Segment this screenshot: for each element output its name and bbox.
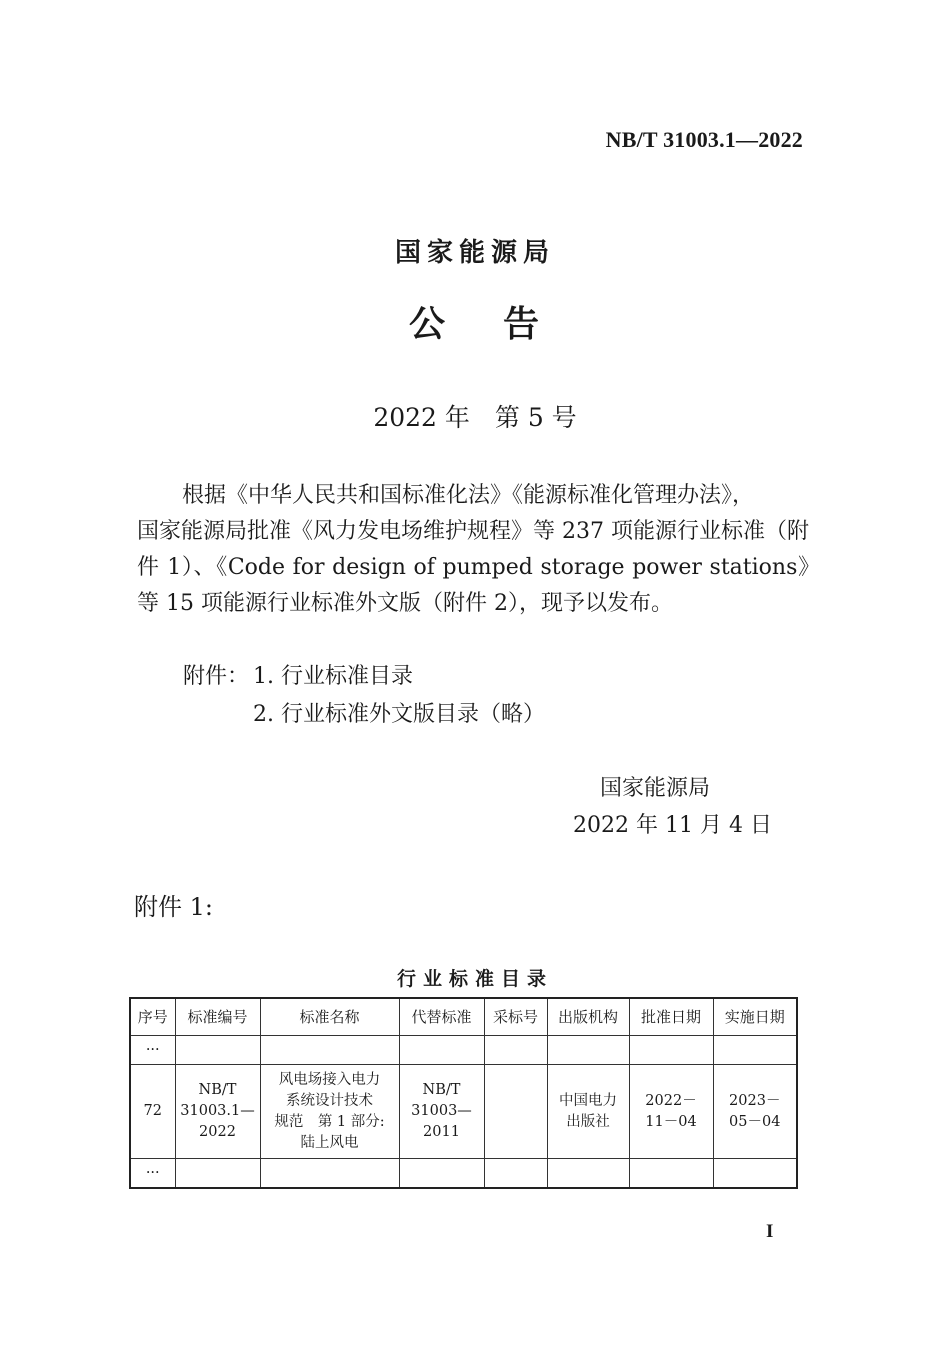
cell-adopted xyxy=(484,1065,547,1159)
cell-effective: 2023－ 05－04 xyxy=(713,1065,797,1159)
col-header-name: 标准名称 xyxy=(260,998,399,1036)
signature-date: 2022 年 11 月 4 日 xyxy=(573,813,772,838)
cell-seq: 72 xyxy=(130,1065,175,1159)
cell-publisher: 中国电力 出版社 xyxy=(547,1065,629,1159)
title-char-1: 公 xyxy=(408,304,447,345)
body-paragraph-line1: 根据《中华人民共和国标准化法》《能源标准化管理办法》， xyxy=(182,483,755,508)
col-header-approval: 批准日期 xyxy=(629,998,713,1036)
notice-body xyxy=(137,478,809,622)
attachments-list xyxy=(183,658,545,734)
table-row xyxy=(130,1065,797,1159)
table-title: 行业标准目录 xyxy=(396,968,553,990)
notice-title xyxy=(0,296,950,347)
col-header-adopted: 采标号 xyxy=(484,998,547,1036)
annex-label: 附件 1: xyxy=(134,893,213,921)
cell-replaced: NB/T 31003— 2011 xyxy=(399,1065,484,1159)
table-row-ellipsis-top xyxy=(130,1036,797,1065)
ellipsis-cell: ··· xyxy=(130,1036,175,1065)
standard-code: NB/T 31003.1—2022 xyxy=(605,127,803,152)
attachments-label: 附件： xyxy=(183,664,250,689)
col-header-publisher: 出版机构 xyxy=(547,998,629,1036)
cell-approval: 2022－ 11－04 xyxy=(629,1065,713,1159)
cell-name: 风电场接入电力 系统设计技术 规范 第 1 部分: 陆上风电 xyxy=(260,1065,399,1159)
col-header-code: 标准编号 xyxy=(175,998,260,1036)
col-header-effective: 实施日期 xyxy=(713,998,797,1036)
attachment-item-2: 2. 行业标准外文版目录（略） xyxy=(253,702,545,727)
issuer-heading: 国家能源局 xyxy=(394,238,555,268)
page-number: I xyxy=(766,1221,774,1242)
col-header-replaced: 代替标准 xyxy=(399,998,484,1036)
signature: 国家能源局 xyxy=(600,776,711,801)
notice-number: 2022 年 第 5 号 xyxy=(373,403,577,432)
table-header-row xyxy=(130,998,797,1036)
attachment-item-1: 1. 行业标准目录 xyxy=(253,664,413,689)
title-char-2: 告 xyxy=(503,304,542,345)
body-paragraph-rest: 国家能源局批准《风力发电场维护规程》等 237 项能源行业标准（附件 1）、《Code for design of pumped storage power stations》等 15 项能源行业标准外文版（附件 2），现予以发布。 xyxy=(137,519,809,616)
ellipsis-cell: ··· xyxy=(130,1159,175,1189)
cell-code: NB/T 31003.1— 2022 xyxy=(175,1065,260,1159)
table-row-ellipsis-bottom xyxy=(130,1159,797,1189)
standards-table xyxy=(129,997,798,1189)
col-header-seq: 序号 xyxy=(130,998,175,1036)
